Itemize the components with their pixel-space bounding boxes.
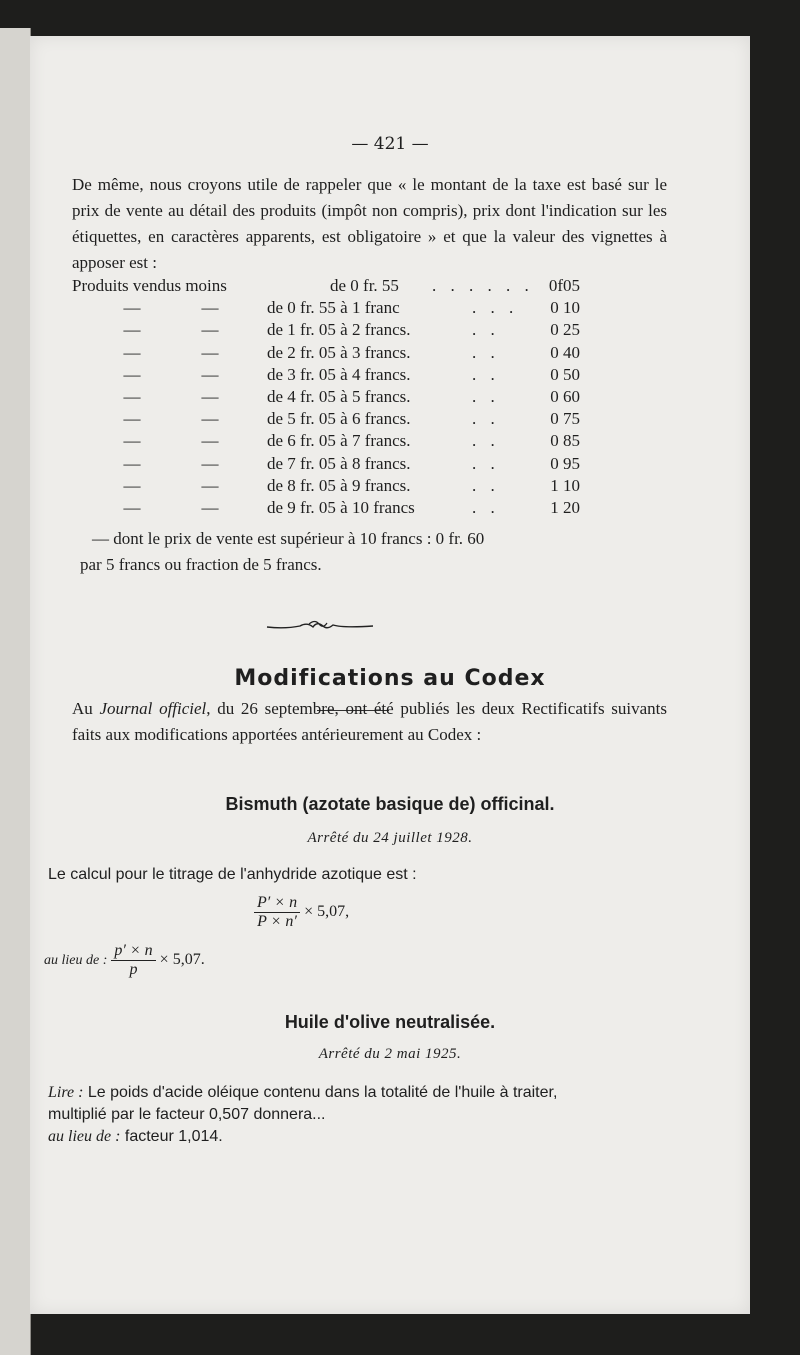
rate-dash-2: — [201, 475, 219, 495]
item2-decree: Arrêté du 2 mai 1925. [318, 1046, 462, 1062]
rate-row [72, 276, 592, 298]
rate-dash-1: — [123, 320, 141, 340]
rate-dash-2: — [201, 342, 219, 362]
rate-row [72, 343, 592, 365]
item1-alt-formula [44, 942, 205, 979]
rate-value: 0f05 [548, 276, 580, 295]
rate-dash-1: — [123, 298, 141, 318]
rate-row [72, 365, 592, 387]
item1-decree: Arrêté du 24 juillet 1928. [307, 830, 473, 846]
rate-value: 0 50 [550, 364, 580, 384]
alt-numerator: p′ × n [111, 942, 155, 961]
rate-range: de 3 fr. 05 à 4 francs. [267, 364, 411, 384]
rate-dots: . . [472, 431, 500, 451]
rate-range: de 6 fr. 05 à 7 francs. [267, 431, 411, 451]
rate-row [72, 454, 592, 476]
rate-dash-1: — [123, 431, 141, 451]
alt-multiplier: × 5,07. [159, 951, 205, 969]
rate-dash-1: — [123, 498, 141, 517]
rate-row [72, 498, 592, 520]
rate-range: de 7 fr. 05 à 8 francs. [267, 453, 411, 473]
rate-dots: . . . . . . [432, 276, 534, 295]
rate-dots: . . . [472, 298, 519, 318]
rate-value: 0 85 [550, 431, 580, 451]
rate-dash-2: — [201, 498, 219, 517]
rate-dash-2: — [201, 320, 219, 340]
rate-row [72, 298, 592, 320]
item1-formula [254, 894, 349, 931]
rate-dots: . . [472, 409, 500, 429]
rate-value: 0 75 [550, 409, 580, 429]
rate-dots: . . [472, 475, 500, 495]
rate-dash-1: — [123, 409, 141, 429]
rate-dash-1: — [123, 387, 141, 406]
rate-value: 0 25 [550, 320, 580, 340]
rate-row [72, 409, 592, 431]
item2-instead-label: au lieu de : [48, 1128, 121, 1145]
item1-text: Le calcul pour le titrage de l'anhydride azotique est : [48, 866, 417, 883]
rate-dots: . . [472, 364, 500, 384]
section-heading: Modifications au Codex [234, 666, 546, 691]
rate-value: 0 95 [550, 453, 580, 473]
rate-value: 0 40 [550, 342, 580, 362]
section-intro-rest: , du 26 septembre, ont été publiés les deux Rectificatifs suivants faits aux modifications apportées antérieurement au Codex : [72, 699, 668, 744]
rate-range: de 0 fr. 55 à 1 franc [267, 298, 400, 318]
section-intro-prefix: Au [72, 699, 100, 718]
ornament-divider [265, 618, 375, 634]
intro-paragraph: De même, nous croyons utile de rappeler que « le montant de la taxe est basé sur le prix de vente au détail des produits (impôt non compris), prix dont l'indication sur les étiquettes, en caractères apparents, est obligatoire » et que la valeur des vignettes à apposer est : [72, 175, 667, 272]
formula-multiplier: × 5,07, [304, 903, 350, 921]
formula-numerator: P′ × n [254, 894, 300, 913]
rate-dots: . . [472, 387, 500, 406]
rate-row [72, 431, 592, 453]
rate-dots: . . [472, 453, 500, 473]
rate-value: 0 60 [550, 387, 580, 406]
rate-row [72, 476, 592, 498]
formula-denominator: P × n′ [257, 913, 297, 930]
item2-title: Huile d'olive neutralisée. [284, 1012, 496, 1032]
rate-dash-1: — [123, 364, 141, 384]
rate-dash-1: Produits vendus moins [72, 276, 227, 295]
rate-dots: . . [472, 498, 500, 517]
item2-read-line2: multiplié par le facteur 0,507 donnera... [48, 1106, 326, 1123]
rate-range: de 4 fr. 05 à 5 francs. [267, 387, 411, 406]
section-intro [72, 696, 667, 748]
rate-range: de 9 fr. 05 à 10 francs [267, 498, 415, 517]
rate-row [72, 320, 592, 342]
rate-range: de 2 fr. 05 à 3 francs. [267, 342, 411, 362]
rate-dash-2: — [201, 431, 219, 451]
rate-value: 1 20 [550, 498, 580, 517]
item2-instead-text: facteur 1,014. [124, 1128, 223, 1145]
alt-denominator: p [129, 961, 138, 978]
rate-range: de 1 fr. 05 à 2 francs. [267, 320, 411, 340]
rate-dash-1: — [123, 453, 141, 473]
rate-range: de 0 fr. 55 [330, 276, 399, 295]
item2-read-text: Le poids d'acide oléique contenu dans la totalité de l'huile à traiter, [87, 1084, 558, 1101]
rate-dash-2: — [201, 298, 219, 318]
rate-dash-2: — [201, 364, 219, 384]
rate-dots: . . [472, 342, 500, 362]
page-number: — 421 — [351, 134, 429, 154]
item1-title: Bismuth (azotate basique de) officinal. [225, 794, 555, 814]
rate-dash-2: — [201, 453, 219, 473]
rate-dash-1: — [123, 475, 141, 495]
rate-dash-1: — [123, 342, 141, 362]
item1-instead-label: au lieu de : [44, 953, 108, 969]
rate-range: de 8 fr. 05 à 9 francs. [267, 475, 411, 495]
rate-value: 1 10 [550, 475, 580, 495]
item2-instead-line [48, 1126, 648, 1148]
rate-row [72, 387, 592, 409]
rates-tail-line1: — dont le prix de vente est supérieur à 10 francs : 0 fr. 60 [92, 529, 485, 548]
rate-range: de 5 fr. 05 à 6 francs. [267, 409, 411, 429]
item2-read-label: Lire : [48, 1084, 84, 1101]
rate-dash-2: — [201, 409, 219, 429]
rate-dots: . . [472, 320, 500, 340]
document-page [30, 36, 750, 1314]
facing-page-edge [0, 28, 31, 1355]
rate-dash-2: — [201, 387, 219, 406]
section-intro-journal: Journal officiel [99, 699, 207, 718]
rates-tail-line2: par 5 francs ou fraction de 5 francs. [80, 555, 322, 574]
item2-read-line1 [48, 1082, 648, 1104]
rate-value: 0 10 [550, 298, 580, 318]
